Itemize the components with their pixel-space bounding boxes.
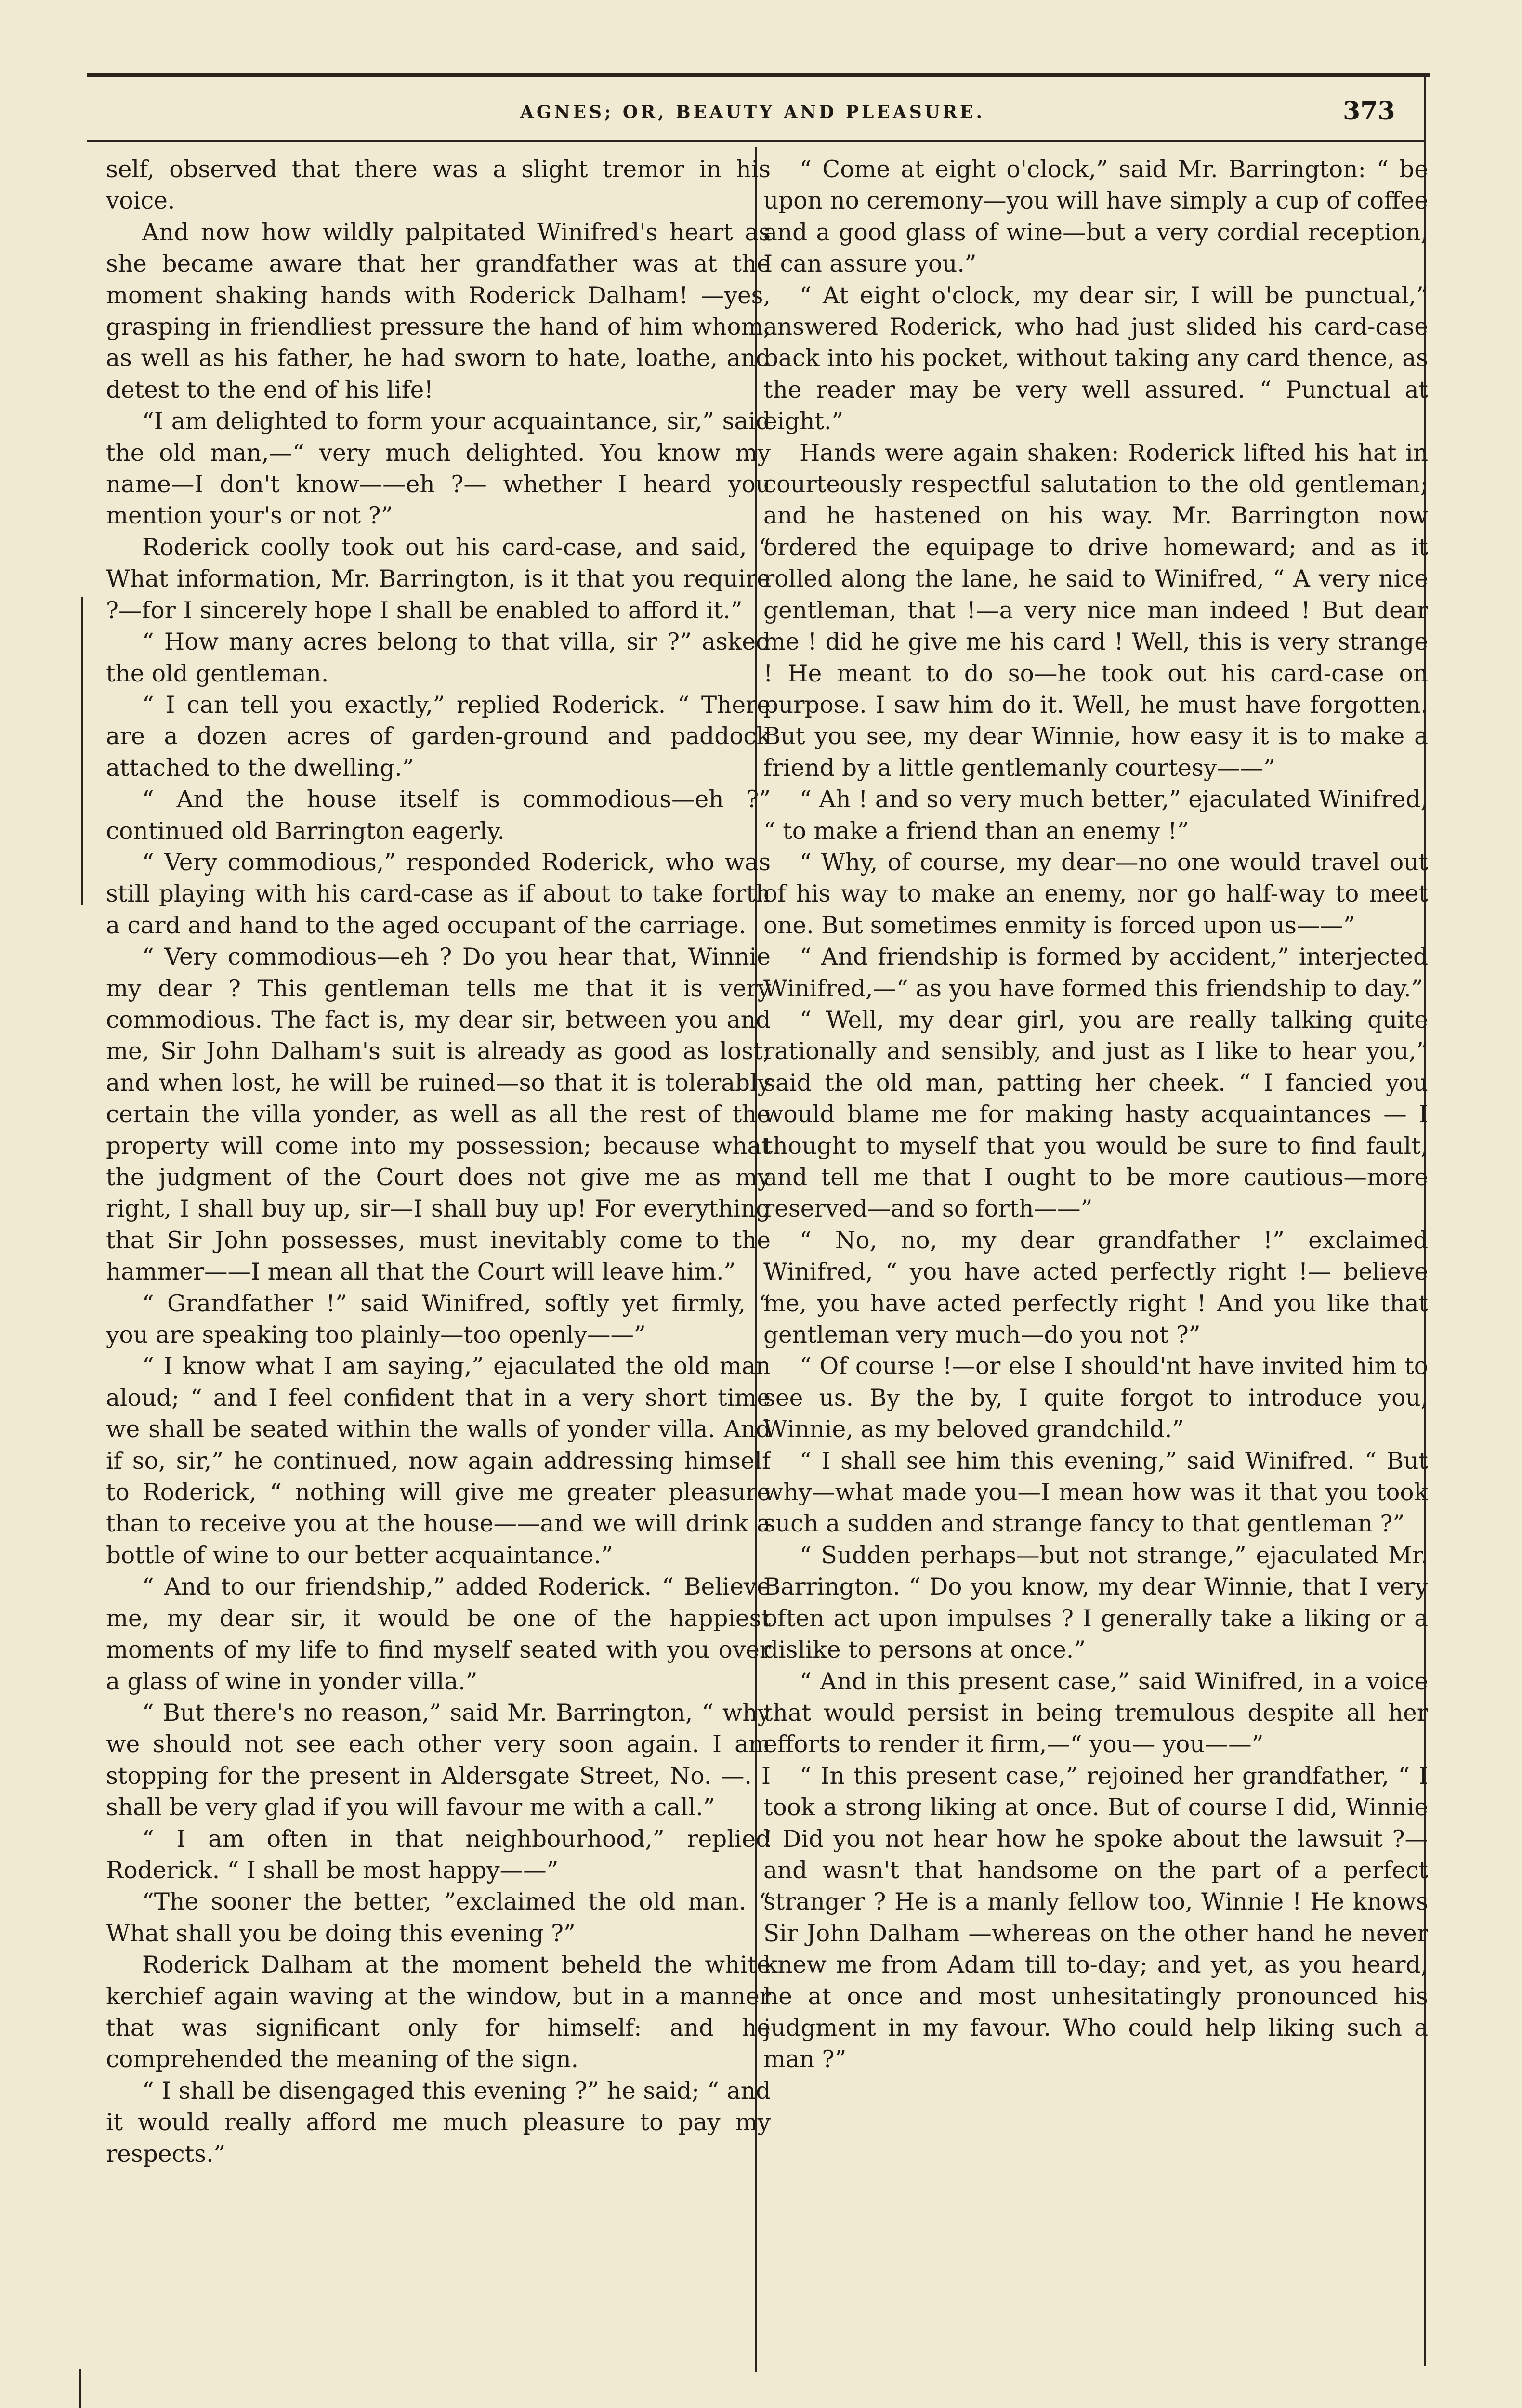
header-rule [87, 140, 1426, 142]
paragraph: “ I shall be disengaged this evening ?” he said; “ and it would really afford me much pleasure to pay my respects.” [106, 2077, 771, 2168]
left-margin-mark [81, 597, 83, 905]
paragraph: Hands were again shaken: Roderick lifted his hat in courteously respectful salutation to the old gentleman; and he hastened on his way. Mr. Barrington now ordered the equipage to drive homeward; and as it rolled along the lane, he said to Winifred, “ A very nice gentleman, that !—a very nice man indeed ! But dear me ! did he give me his card ! Well, this is very strange ! He meant to do so—he took out his card-case on purpose. I saw him do it. Well, he must have forgotten. But you see, my dear Winnie, how easy it is to make a friend by a little gentlemanly courtesy——” [763, 439, 1428, 782]
paragraph: “ I know what I am saying,” ejaculated the old man aloud; “ and I feel confident that in a very short time we shall be seated within the walls of yonder villa. And if so, sir,” he continued, now again addressing himself to Roderick, “ nothing will give me greater pleasure than to receive you at the house——and we will drink a bottle of wine to our better acquaintance.” [106, 1353, 771, 1569]
paragraph: “ Why, of course, my dear—no one would travel out of his way to make an enemy, nor go half-way to meet one. But sometimes enmity is forced upon us——” [763, 849, 1428, 939]
paragraph: “ Sudden perhaps—but not strange,” ejaculated Mr. Barrington. “ Do you know, my dear Winnie, that I very often act upon impulses ? I generally take a liking or a dislike to persons at once.” [763, 1542, 1428, 1664]
paragraph: Roderick Dalham at the moment beheld the white kerchief again waving at the window, but in a manner that was significant only for himself: and he comprehended the meaning of the sign. [106, 1951, 771, 2073]
paragraph: “ Well, my dear girl, you are really talking quite rationally and sensibly, and just as I like to hear you,” said the old man, patting her cheek. “ I fancied you would blame me for making hasty acquaintances — I thought to myself that you would be sure to find fault, and tell me that I ought to be more cautious—more reserved—and so forth——” [763, 1006, 1428, 1223]
paragraph: “ But there's no reason,” said Mr. Barrington, “ why we should not see each other very soon again. I am stopping for the present in Aldersgate Street, No. —. I shall be very glad if you will favour me with a call.” [106, 1699, 771, 1821]
paragraph: “ I can tell you exactly,” replied Roderick. “ There are a dozen acres of garden-ground and paddock attached to the dwelling.” [106, 691, 771, 782]
running-header: AGNES; OR, BEAUTY AND PLEASURE. [520, 102, 985, 122]
paragraph: “ In this present case,” rejoined her grandfather, “ I took a strong liking at once. But of course I did, Winnie ! Did you not hear how he spoke about the lawsuit ?—and wasn't that handsome on the part of a perfect stranger ? He is a manly fellow too, Winnie ! He knows Sir John Dalham —whereas on the other hand he never knew me from Adam till to-day; and yet, as you heard, he at once and most unhesitatingly pronounced his judgment in my favour. Who could help liking such a man ?” [763, 1762, 1428, 2073]
paragraph: “ How many acres belong to that villa, sir ?” asked the old gentleman. [106, 628, 771, 687]
paragraph: “ Grandfather !” said Winifred, softly yet firmly, “ you are speaking too plainly—too openly——” [106, 1290, 771, 1349]
paragraph: “ Very commodious,” responded Roderick, who was still playing with his card-case as if about to take forth a card and hand to the aged occupant of the carriage. [106, 849, 771, 939]
paragraph: “ I shall see him this evening,” said Winifred. “ But why—what made you—I mean how was it that you took such a sudden and strange fancy to that gentleman ?” [763, 1447, 1428, 1538]
paragraph: “ No, no, my dear grandfather !” exclaimed Winifred, “ you have acted perfectly right !— believe me, you have acted perfectly right ! And you like that gentleman very much—do you not ?” [763, 1227, 1428, 1349]
paragraph: Roderick coolly took out his card-case, and said, “ What information, Mr. Barrington, is it that you require ?—for I sincerely hope I shall be enabled to afford it.” [106, 534, 771, 624]
left-text-column [106, 154, 771, 2350]
paragraph: “ And to our friendship,” added Roderick. “ Believe me, my dear sir, it would be one of the happiest moments of my life to find myself seated with you over a glass of wine in yonder villa.” [106, 1573, 771, 1695]
left-margin-mark-lower [79, 2369, 81, 2408]
paragraph: “ At eight o'clock, my dear sir, I will be punctual,” answered Roderick, who had just slided his card-case back into his pocket, without taking any card thence, as the reader may be very well assured. “ Punctual at eight.” [763, 282, 1428, 435]
paragraph: “ And friendship is formed by accident,” interjected Winifred,—“ as you have formed this friendship to day.” [763, 943, 1428, 1002]
paragraph: “ And in this present case,” said Winifred, in a voice that would persist in being tremulous despite all her efforts to render it firm,—“ you— you——” [763, 1668, 1428, 1758]
paragraph: And now how wildly palpitated Winifred's heart as she became aware that her grandfather was at the moment shaking hands with Roderick Dalham! —yes, grasping in friendliest pressure the hand of him whom, as well as his father, he had sworn to hate, loathe, and detest to the end of his life! [106, 219, 771, 404]
paragraph: “ And the house itself is commodious—eh ?” continued old Barrington eagerly. [106, 786, 771, 845]
top-border-rule [87, 73, 1430, 77]
paragraph: “ Come at eight o'clock,” said Mr. Barrington: “ be upon no ceremony—you will have simply a cup of coffee and a good glass of wine—but a very cordial reception, I can assure you.” [763, 156, 1428, 278]
paragraph: “ I am often in that neighbourhood,” replied Roderick. “ I shall be most happy——” [106, 1825, 771, 1884]
page-number: 373 [1343, 96, 1395, 126]
paragraph: self, observed that there was a slight tremor in his voice. [106, 156, 771, 215]
paragraph: “The sooner the better, ”exclaimed the old man. “ What shall you be doing this evening ?” [106, 1888, 771, 1947]
paragraph: “I am delighted to form your acquaintance, sir,” said the old man,—“ very much delighted. You know my name—I don't know——eh ?— whether I heard you mention your's or not ?” [106, 408, 771, 530]
right-text-column [763, 154, 1428, 2350]
paragraph: “ Ah ! and so very much better,” ejaculated Winifred, “ to make a friend than an enemy !” [763, 786, 1428, 845]
paragraph: “ Of course !—or else I should'nt have invited him to see us. By the by, I quite forgot to introduce you, Winnie, as my beloved grandchild.” [763, 1353, 1428, 1443]
paragraph: “ Very commodious—eh ? Do you hear that, Winnie my dear ? This gentleman tells me that it is very commodious. The fact is, my dear sir, between you and me, Sir John Dalham's suit is already as good as lost; and when lost, he will be ruined—so that it is tolerably certain the villa yonder, as well as all the rest of the property will come into my possession; because what the judgment of the Court does not give me as my right, I shall buy up, sir—I shall buy up! For everything that Sir John possesses, must inevitably come to the hammer——I mean all that the Court will leave him.” [106, 943, 771, 1286]
